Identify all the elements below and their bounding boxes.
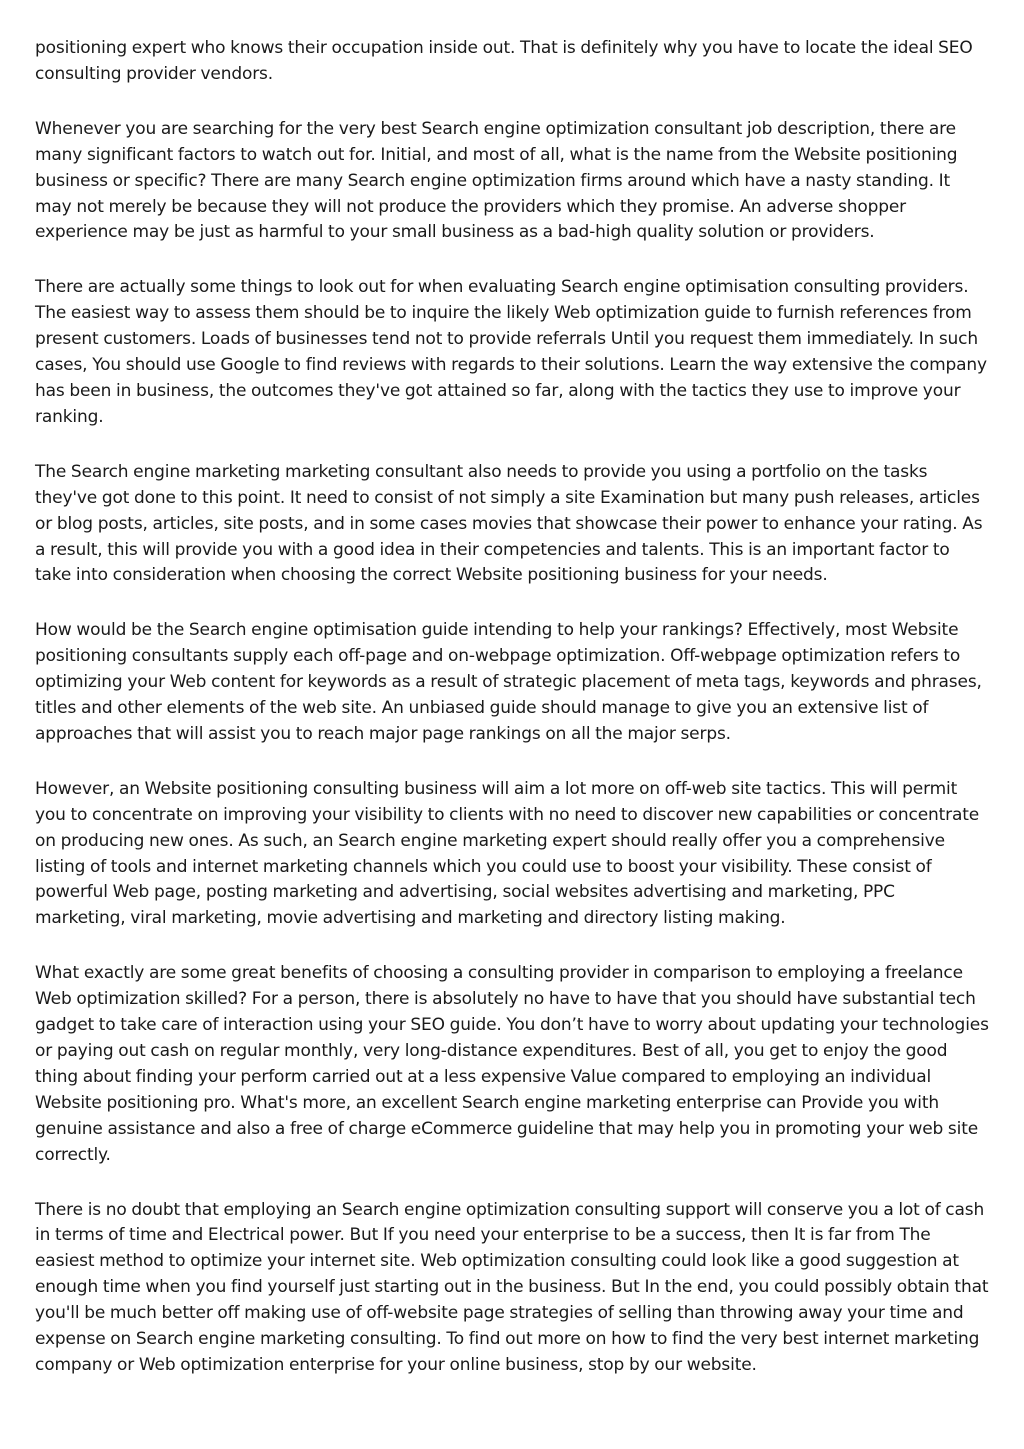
paragraph-conclusion: There is no doubt that employing an Search engine optimization consulting support will conserve you a lot of cash in terms of time and Electrical power. But If you need your enterprise to be a success, then It is far from The easiest method to optimize your internet site. Web optimization consulting could look like a good suggestion at enough time when you find yourself just starting out in the business. But In the end, you could possibly obtain that you'll be much better off making use of off-website page strategies of selling than throwing away your time and expense on Search engine marketing consulting. To find out more on how to find the very best internet marketing company or Web optimization enterprise for your online business, stop by our website. <box>35 1199 989 1375</box>
paragraph-evaluating-providers: There are actually some things to look out for when evaluating Search engine optimisation consulting providers. The easiest way to assess them should be to inquire the likely Web optimization guide to furnish references from present customers. Loads of businesses tend not to provide referrals Until you request them immediately. In such cases, You should use Google to find reviews with regards to their solutions. Learn the way extensive the company has been in business, the outcomes they've got attained so far, along with the tactics they use to improve your ranking. <box>35 277 987 427</box>
paragraph-portfolio: The Search engine marketing marketing consultant also needs to provide you using a portfolio on the tasks they've got done to this point. It need to consist of not simply a site Examination but many push releases, articles or blog posts, articles, site posts, and in some cases movies that showcase their power to enhance your rating. As a result, this will provide you with a good idea in their competencies and talents. This is an important factor to take into consideration when choosing the correct Website positioning business for your needs. <box>35 461 983 586</box>
paragraph-off-site-tactics: However, an Website positioning consulting business will aim a lot more on off-web site tactics. This will permit you to concentrate on improving your visibility to clients with no need to discover new capabilities or concentrate on producing new ones. As such, an Search engine marketing expert should really offer you a comprehensive listing of tools and internet marketing channels which you could use to boost your visibility. These consist of powerful Web page, posting marketing and advertising, social websites advertising and marketing, PPC marketing, viral marketing, movie advertising and marketing and directory listing making. <box>35 778 980 929</box>
paragraph-benefits: What exactly are some great benefits of choosing a consulting provider in comparison to employing a freelance Web optimization skilled? For a person, there is absolutely no have to have that you should have substantial tech gadget to take care of interaction using your SEO guide. You don’t have to worry about updating your technologies or paying out cash on regular monthly, very long-distance expenditures. Best of all, you get to enjoy the good thing about finding your perform carried out at a less expensive Value compared to employing an individual Website positioning pro. What's more, an excellent Search engine marketing enterprise can Provide you with genuine assistance and also a free of charge eCommerce guideline that may help you in promoting your web site correctly. <box>35 963 989 1165</box>
paragraph-choosing-consultant: Whenever you are searching for the very best Search engine optimization consultant job description, there are many significant factors to watch out for. Initial, and most of all, what is the name from the Website positioning business or specific? There are many Search engine optimization firms around which have a nasty standing. It may not merely be because they will not produce the providers which they promise. An adverse shopper experience may be just as harmful to your small business as a bad-high quality solution or providers. <box>35 118 958 243</box>
paragraph-optimization-approach: How would be the Search engine optimisation guide intending to help your rankings? Effectively, most Website positioning consultants supply each off-page and on-webpage optimization. Off-webpage optimization refers to optimizing your Web content for keywords as a result of strategic placement of meta tags, keywords and phrases, titles and other elements of the web site. An unbiased guide should manage to give you an extensive list of approaches that will assist you to reach major page rankings on all the major serps. <box>35 620 982 744</box>
paragraph-continuation: positioning expert who knows their occupation inside out. That is definitely why you have to locate the ideal SEO consulting provider vendors. <box>35 38 973 84</box>
